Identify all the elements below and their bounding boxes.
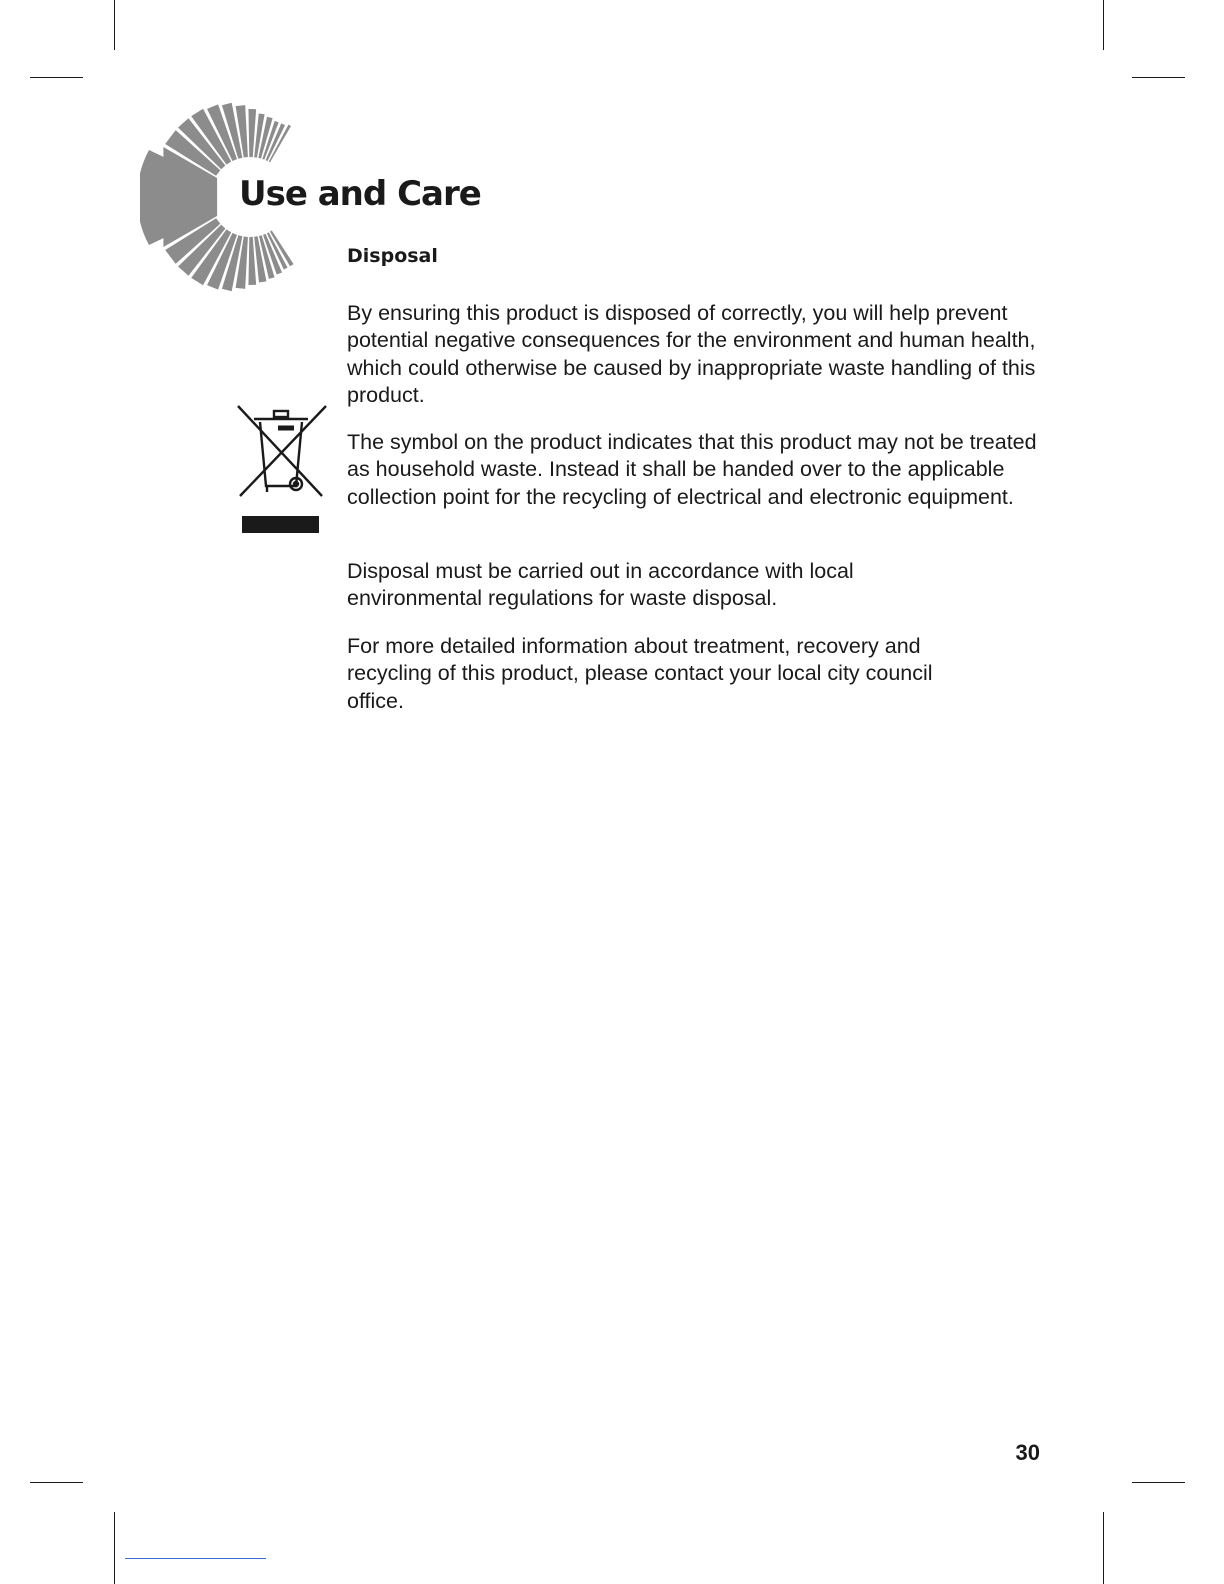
crossed-out-wheelie-bin-icon bbox=[234, 402, 330, 536]
section-title: Use and Care bbox=[239, 174, 481, 214]
crop-mark-top-left-vertical bbox=[114, 0, 115, 50]
page-number: 30 bbox=[1015, 1440, 1040, 1465]
paragraph-symbol-meaning: The symbol on the product indicates that this product may not be treated as household waste. Instead it shall be handed over to the applicable collection point for the recycling of electrical and electronic equipment. bbox=[347, 430, 1037, 509]
subsection-title: Disposal bbox=[347, 245, 438, 267]
crop-mark-top-left-horizontal bbox=[30, 77, 83, 78]
paragraph-more-information: For more detailed information about treatment, recovery and recycling of this product, please contact your local city council office. bbox=[347, 634, 933, 713]
crop-mark-bottom-right-horizontal bbox=[1132, 1482, 1185, 1483]
paragraph-local-regulations: Disposal must be carried out in accordance with local environmental regulations for waste disposal. bbox=[347, 559, 854, 611]
crop-mark-top-right-vertical bbox=[1103, 0, 1104, 50]
footer-link-underline bbox=[125, 1558, 266, 1559]
crop-mark-bottom-right-vertical bbox=[1103, 1512, 1104, 1584]
crop-mark-bottom-left-horizontal bbox=[30, 1482, 83, 1483]
crop-mark-top-right-horizontal bbox=[1132, 77, 1185, 78]
crop-mark-bottom-left-vertical bbox=[114, 1512, 115, 1584]
paragraph-disposal-benefit: By ensuring this product is disposed of correctly, you will help prevent potential negative consequences for the environment and human health, which could otherwise be caused by inappropriate waste handling of this product. bbox=[347, 301, 1036, 407]
